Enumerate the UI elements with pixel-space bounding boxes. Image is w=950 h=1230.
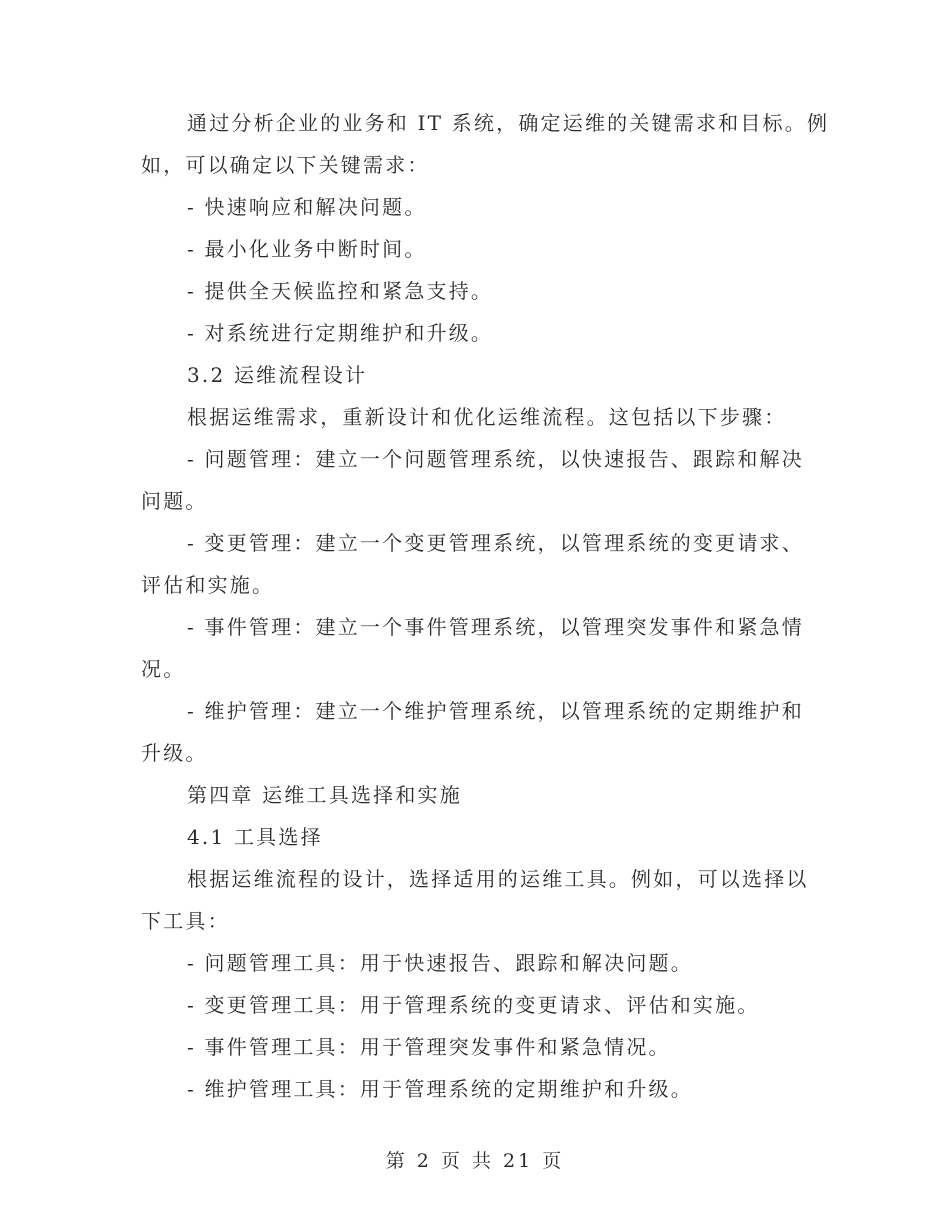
text-line: - 事件管理工具：用于管理突发事件和紧急情况。: [187, 1035, 671, 1059]
text-line: - 事件管理：建立一个事件管理系统，以管理突发事件和紧急情: [187, 615, 804, 639]
text-line: 3.2 运维流程设计: [187, 363, 368, 387]
text-line: 如，可以确定以下关键需求：: [141, 153, 430, 177]
text-line: 升级。: [141, 741, 208, 765]
text-line: 下工具：: [141, 909, 230, 933]
text-line: - 维护管理：建立一个维护管理系统，以管理系统的定期维护和: [187, 699, 804, 723]
text-line: 根据运维流程的设计，选择适用的运维工具。例如，可以选择以: [187, 867, 809, 891]
text-line: - 问题管理：建立一个问题管理系统，以快速报告、跟踪和解决: [187, 447, 804, 471]
text-line: - 维护管理工具：用于管理系统的定期维护和升级。: [187, 1077, 693, 1101]
text-line: - 变更管理工具：用于管理系统的变更请求、评估和实施。: [187, 993, 760, 1017]
document-body: [141, 102, 830, 1110]
text-line: 通过分析企业的业务和 IT 系统，确定运维的关键需求和目标。例: [187, 111, 830, 135]
text-line: - 最小化业务中断时间。: [187, 237, 427, 261]
page-footer: 第 2 页 共 21 页: [385, 1150, 565, 1172]
text-line: - 变更管理：建立一个变更管理系统，以管理系统的变更请求、: [187, 531, 804, 555]
text-line: 4.1 工具选择: [187, 825, 323, 849]
text-line: - 对系统进行定期维护和升级。: [187, 321, 494, 345]
text-line: 评估和实施。: [141, 573, 275, 597]
text-line: 第四章 运维工具选择和实施: [187, 783, 462, 807]
text-line: 根据运维需求，重新设计和优化运维流程。这包括以下步骤：: [187, 405, 787, 429]
text-line: 况。: [141, 657, 186, 681]
text-line: - 提供全天候监控和紧急支持。: [187, 279, 494, 303]
text-line: - 快速响应和解决问题。: [187, 195, 427, 219]
text-line: 问题。: [141, 489, 208, 513]
text-line: - 问题管理工具：用于快速报告、跟踪和解决问题。: [187, 951, 693, 975]
